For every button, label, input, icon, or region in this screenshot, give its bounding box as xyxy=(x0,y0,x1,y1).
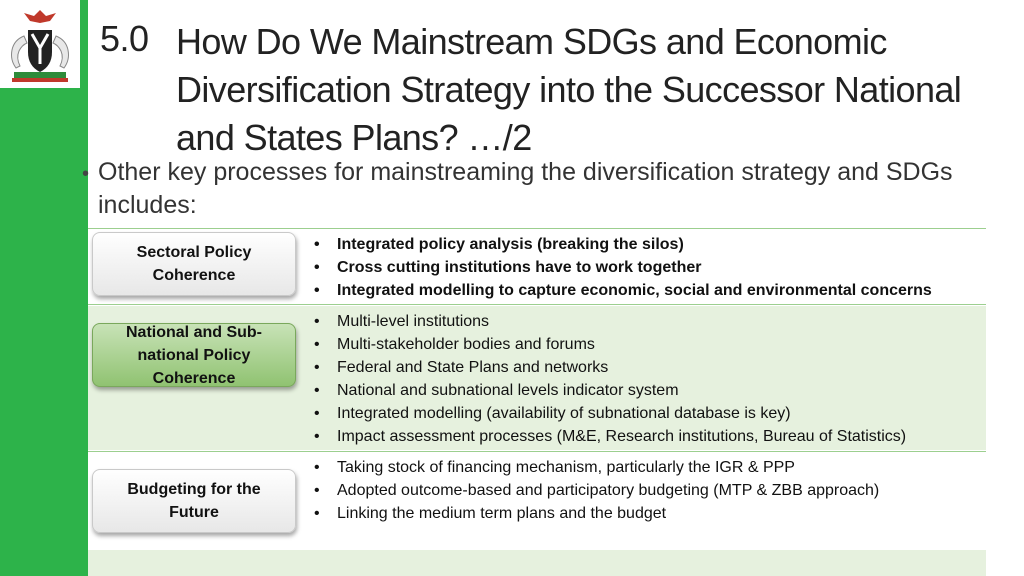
sectoral-policy-coherence-label xyxy=(92,232,296,296)
intro-bullet: • xyxy=(82,163,90,185)
national-items-list xyxy=(312,310,906,448)
list-item: • Multi-stakeholder bodies and forums xyxy=(312,333,906,356)
row-label-text: National and Sub-national Policy Coherence xyxy=(126,323,262,387)
list-item: • Linking the medium term plans and the budget xyxy=(312,502,879,525)
coat-of-arms-icon xyxy=(4,6,76,84)
budgeting-items-list xyxy=(312,456,879,525)
list-item: • Taking stock of financing mechanism, particularly the IGR & PPP xyxy=(312,456,879,479)
list-item: • Integrated modelling (availability of subnational database is key) xyxy=(312,402,906,425)
slide-number: 5.0 xyxy=(100,18,149,59)
national-subnational-policy-coherence-label xyxy=(92,323,296,387)
list-item: • Impact assessment processes (M&E, Research institutions, Bureau of Statistics) xyxy=(312,425,906,448)
intro-text: Other key processes for mainstreaming the diversification strategy and SDGs includes: xyxy=(98,158,953,219)
list-item: • Integrated modelling to capture economic, social and environmental concerns xyxy=(312,279,932,302)
list-item: • Adopted outcome-based and participatory budgeting (MTP & ZBB approach) xyxy=(312,479,879,502)
list-item: • Multi-level institutions xyxy=(312,310,906,333)
budgeting-for-future-label xyxy=(92,469,296,533)
list-item: • Integrated policy analysis (breaking the silos) xyxy=(312,233,932,256)
table-row xyxy=(88,550,986,576)
row-divider xyxy=(88,304,986,305)
list-item: • Federal and State Plans and networks xyxy=(312,356,906,379)
row-label-text: Sectoral Policy Coherence xyxy=(136,244,252,284)
sectoral-items-list xyxy=(312,233,932,302)
logo-area xyxy=(0,0,80,88)
list-item: • National and subnational levels indicator system xyxy=(312,379,906,402)
list-item: • Cross cutting institutions have to work together xyxy=(312,256,932,279)
row-label-text: Budgeting for the Future xyxy=(127,481,261,521)
slide-title: How Do We Mainstream SDGs and Economic Diversification Strategy into the Successor National and States Plans? …/2 xyxy=(176,21,962,158)
